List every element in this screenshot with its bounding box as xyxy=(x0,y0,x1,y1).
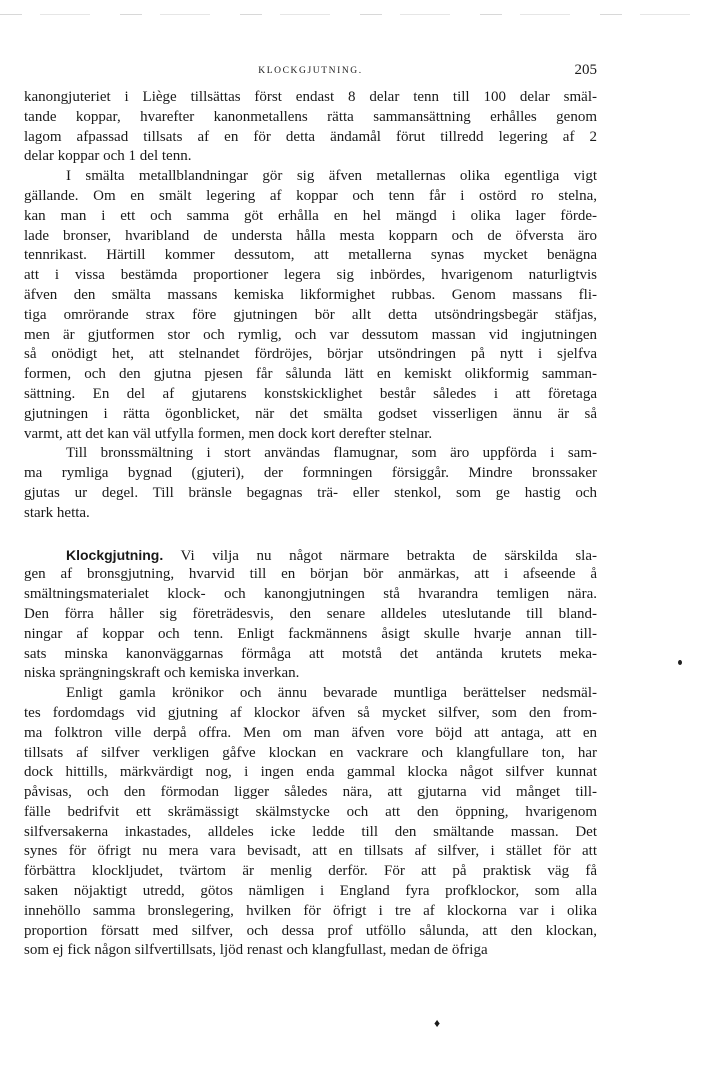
text-line: Enligt gamla krönikor och ännu bevarade muntliga berättelser nedsmäl- xyxy=(66,685,597,702)
text-line: Den förra håller sig företrädesvis, den senare alldeles uteslutande till bland- xyxy=(24,605,597,622)
text-line: tennrikast. Härtill kommer dessutom, att metallerna synas mycket benägna xyxy=(24,247,597,264)
section-gap xyxy=(24,524,597,546)
text-line: som ej fick någon silfvertillsats, ljöd renast och klangfullast, medan de öfriga xyxy=(24,942,488,959)
text-line: så onödigt het, att stelnandet fördröjes, börjar utsöndringen på nytt i sjelfva xyxy=(24,346,597,363)
text-line: proportion försatt med silfver, och dessa prof utföllo sålunda, att den klockan, xyxy=(24,922,597,939)
text-line: sättning. En del af gjutarens konstskicklighet består således i att företaga xyxy=(24,385,597,402)
text-line: lade bronser, hvaribland de understa hålla mesta kopparn och de öfversta äro xyxy=(24,227,597,244)
text-line: ma folktron ville derpå offra. Men om man äfven vore böjd att antaga, att en xyxy=(24,724,597,741)
text-line: tillsats af silfver verkligen gåfve klockan en vackrare och klangfullare ton, har xyxy=(24,744,597,761)
text-line: niska sprängningskraft och kemiska inverkan. xyxy=(24,665,300,682)
text-line: gjutas ur degel. Till bränsle begagnas trä- eller stenkol, som ge hastig och xyxy=(24,484,597,501)
text-line: tiga omrörande strax före gjutningen bör allt detta utsöndringsbegär stäfjas, xyxy=(24,306,597,323)
text-line: innehöllo samma bronslegering, hvilken för öfrigt i tre af klockorna var i olika xyxy=(24,902,597,919)
text-line: Till bronssmältning i stort användas flamugnar, som äro uppförda i sam- xyxy=(66,445,597,462)
text-line xyxy=(24,546,597,566)
text-line: tes fordomdags vid gjutning af klockor äfven så mycket silfver, som den from- xyxy=(24,704,597,721)
text-line: men är gjutformen stor och rymlig, och var dessutom massan vid ingjutningen xyxy=(24,326,597,343)
text-line: dock hittills, märkvärdigt nog, i ingen enda gammal klocka något silfver kunnat xyxy=(24,764,597,781)
paragraph xyxy=(24,167,597,444)
body-text xyxy=(24,88,597,961)
text-line: I smälta metallblandningar gör sig äfven metallernas olika egentliga vigt xyxy=(66,168,597,185)
text-line: påvisas, och den förmodan ligger således nära, att gjutarna vid månget till- xyxy=(24,784,597,801)
paragraph xyxy=(24,88,597,167)
text-line: ma rymliga bygnad (gjuteri), der formningen försiggår. Mindre bronssaker xyxy=(24,465,597,482)
section-heading: Klockgjutning. xyxy=(66,546,164,563)
text-line: delar koppar och 1 del tenn. xyxy=(24,148,192,165)
text-line: gen af bronsgjutning, hvarvid till en början bör anmärkas, att i afseende å xyxy=(24,566,597,583)
text-line: lagom afpassad tillsats af en för detta ändamål förut tillredd legering af 2 xyxy=(24,128,597,145)
text-line: förbättra klockljudet, tvärtom är menlig derför. För att på praktisk väg få xyxy=(24,863,597,880)
paragraph xyxy=(24,444,597,523)
text-line: sats minska kanonväggarnas förmåga att motstå det antända krutets meka- xyxy=(24,645,597,662)
ink-speck xyxy=(678,660,682,665)
text-line: varmt, att det kan väl utfylla formen, men dock kort derefter stelnar. xyxy=(24,425,433,442)
text-line: gällande. Om en smält legering af koppar och tenn får i ostörd ro stelna, xyxy=(24,187,597,204)
text-line-rest: Vi vilja nu något närmare betrakta de särskilda sla- xyxy=(180,547,597,564)
running-head: KLOCKGJUTNING. xyxy=(258,66,363,76)
text-line: att i vissa bestämda proportioner legera sig inbördes, hvarigenom naturligtvis xyxy=(24,267,597,284)
page-number: 205 xyxy=(574,62,597,78)
text-line: fälle bedrifvit ett skrämässigt skälmstycke och att den öppning, hvarigenom xyxy=(24,803,597,820)
text-line: stark hetta. xyxy=(24,504,90,521)
text-line: äfven den smälta massans kemiska likformighet rubbas. Genom massans fli- xyxy=(24,286,597,303)
text-line: gjutningen i rätta ögonblicket, när det smälta godset visserligen ännu är så xyxy=(24,405,597,422)
scan-edge-artifact xyxy=(0,14,704,15)
text-line: ningar af koppar och tenn. Enligt fackmännens åsigt skulle hvarje annan till- xyxy=(24,625,597,642)
text-line: saken nöjaktigt utredd, götos nämligen i England fyra profklockor, som alla xyxy=(24,883,597,900)
text-line: tande koppar, hvarefter kanonmetallens rätta sammansättning erhålles genom xyxy=(24,108,597,125)
text-line: smältningsmaterialet klock- och kanongjutningen stå hvarandra temligen nära. xyxy=(24,586,597,603)
text-line: kan man i ett och samma göt erhålla en hel mängd i olika lager förde- xyxy=(24,207,597,224)
text-line: synes för öfrigt nu mera vara bevisadt, att en tillsats af silfver, i stället för att xyxy=(24,843,597,860)
paragraph xyxy=(24,684,597,961)
page-header xyxy=(24,62,597,84)
text-line: silfversakerna inkastades, alldeles icke ledde till den smältande massan. Det xyxy=(24,823,597,840)
text-line: formen, och den gjutna pjesen får sålunda lätt en kemiskt olikformig samman- xyxy=(24,366,597,383)
book-page xyxy=(24,62,597,961)
footer-ornament: ♦ xyxy=(434,1016,441,1030)
section-paragraph xyxy=(24,546,597,685)
text-line: kanongjuteriet i Liège tillsättas först endast 8 delar tenn till 100 delar smäl- xyxy=(24,89,597,105)
